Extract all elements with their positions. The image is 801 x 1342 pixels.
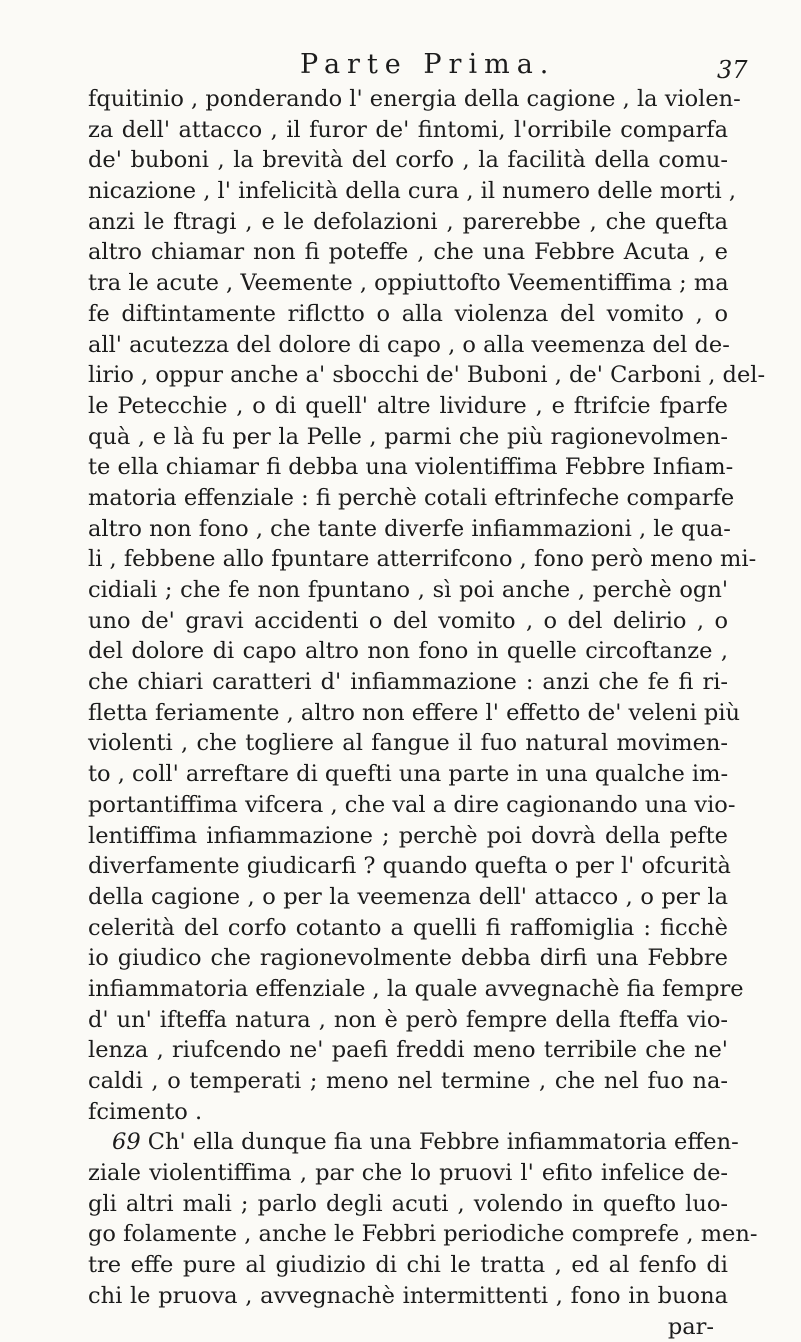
text-line: fquitinio , ponderando l' energia della cagione , la violen- [88, 84, 728, 115]
text-line: za dell' attacco , il furor de' fintomi, l'orribile comparfa [88, 115, 728, 146]
text-line: infiammatoria effenziale , la quale avvegnachè fia fempre [88, 974, 728, 1005]
running-head [300, 50, 555, 80]
text-line: io giudico che ragionevolmente debba dirfi una Febbre [88, 943, 728, 974]
text-line: li , febbene allo fpuntare atterrifcono , fono però meno mi- [88, 544, 728, 575]
running-head-prima: Prima. [423, 49, 555, 80]
text-line: uno de' gravi accidenti o del vomito , o del delirio , o [88, 606, 728, 637]
text-line: altro non fono , che tante diverfe infiammazioni , le qua- [88, 514, 728, 545]
text-line: altro chiamar non fi poteffe , che una Febbre Acuta , e [88, 237, 728, 268]
text-line: lirio , oppur anche a' sbocchi de' Buboni , de' Carboni , del- [88, 360, 728, 391]
page-number: 37 [717, 56, 748, 84]
text-line: cidiali ; che fe non fpuntano , sì poi anche , perchè ogn' [88, 575, 728, 606]
text-line: tre effe pure al giudizio di chi le tratta , ed al fenfo di [88, 1250, 728, 1281]
text-line: portantiffima vifcera , che val a dire cagionando una vio- [88, 790, 728, 821]
text-line: fe diftintamente riflctto o alla violenza del vomito , o [88, 299, 728, 330]
text-line: to , coll' arreftare di quefti una parte in una qualche im- [88, 759, 728, 790]
text-line: d' un' ifteffa natura , non è però fempre della fteffa vio- [88, 1005, 728, 1036]
body-text [88, 84, 728, 1342]
catchword: par- [88, 1312, 728, 1342]
text-line: che chiari caratteri d' infiammazione : anzi che fe fi ri- [88, 667, 728, 698]
text-line: violenti , che togliere al fangue il fuo natural movimen- [88, 728, 728, 759]
paragraph-first-line [88, 1127, 728, 1158]
paragraph-1 [88, 84, 728, 1127]
paragraph-2 [88, 1127, 728, 1311]
text-line: del dolore di capo altro non fono in quelle circoftanze , [88, 636, 728, 667]
text-line: gli altri mali ; parlo degli acuti , volendo in quefto luo- [88, 1189, 728, 1220]
text-line: diverfamente giudicarfi ? quando quefta o per l' ofcurità [88, 851, 728, 882]
text-line: lenza , riufcendo ne' paefi freddi meno terribile che ne' [88, 1035, 728, 1066]
text-line: fletta feriamente , altro non effere l' effetto de' veleni più [88, 698, 728, 729]
text-line: della cagione , o per la veemenza dell' attacco , o per la [88, 882, 728, 913]
text-line: nicazione , l' infelicità della cura , il numero delle morti , [88, 176, 728, 207]
text-line: anzi le ftragi , e le defolazioni , parerebbe , che quefta [88, 207, 728, 238]
paragraph-opening-text: Ch' ella dunque fia una Febbre infiammatoria effen- [148, 1129, 739, 1155]
text-line: quà , e là fu per la Pelle , parmi che più ragionevolmen- [88, 422, 728, 453]
section-number: 69 [112, 1129, 141, 1155]
text-line: tra le acute , Veemente , oppiuttofto Veementiffima ; ma [88, 268, 728, 299]
text-line: chi le pruova , avvegnachè intermittenti , fono in buona [88, 1281, 728, 1312]
text-line: ziale violentiffima , par che lo pruovi l' efito infelice de- [88, 1158, 728, 1189]
text-line: all' acutezza del dolore di capo , o alla veemenza del de- [88, 330, 728, 361]
text-line: celerità del corfo cotanto a quelli fi raffomiglia : ficchè [88, 913, 728, 944]
text-line: lentiffima infiammazione ; perchè poi dovrà della pefte [88, 821, 728, 852]
text-line: go folamente , anche le Febbri periodiche comprefe , men- [88, 1219, 728, 1250]
text-line: caldi , o temperati ; meno nel termine , che nel fuo na- [88, 1066, 728, 1097]
text-line: matoria effenziale : fi perchè cotali eftrinfeche comparfe [88, 483, 728, 514]
text-line: de' buboni , la brevità del corfo , la facilità della comu- [88, 145, 728, 176]
running-head-part: Parte [300, 49, 408, 80]
text-line: te ella chiamar fi debba una violentiffima Febbre Infiam- [88, 452, 728, 483]
text-line: le Petecchie , o di quell' altre lividure , e ftrifcie fparfe [88, 391, 728, 422]
text-line: fcimento . [88, 1097, 728, 1128]
